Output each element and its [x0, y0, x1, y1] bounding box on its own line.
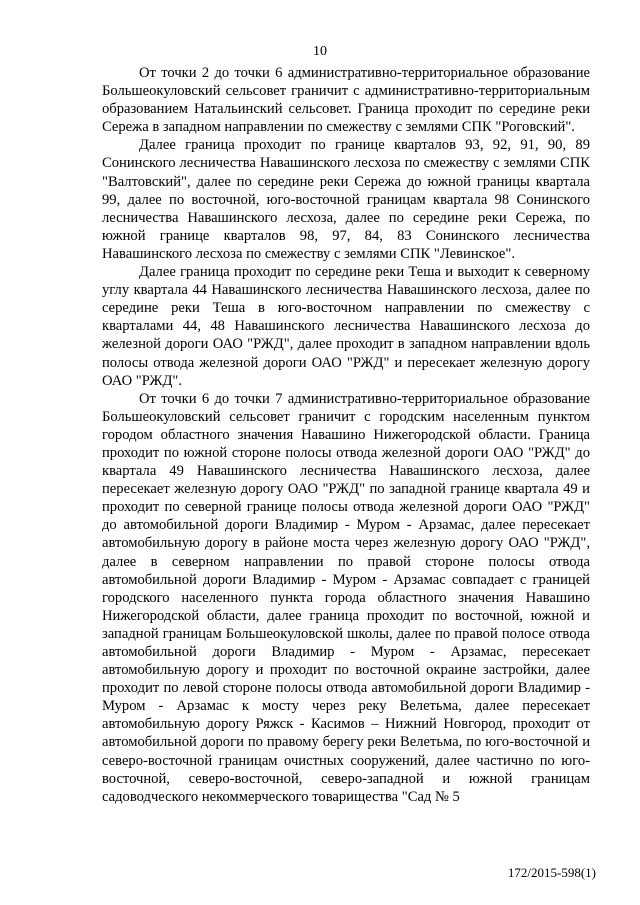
paragraph-3: Далее граница проходит по середине реки Теша и выходит к северному углу квартала 44 Навашинского лесничества Навашинского лесхоза, далее по середине реки Теша в юго-восточном направлении по смежеству с кварталами 44, 48 Навашинского лесничества Навашинского лесхоза до железной дороги ОАО "РЖД", далее проходит в западном направлении вдоль полосы отвода железной дороги ОАО "РЖД" и пересекает железную дорогу ОАО "РЖД".	[102, 264, 590, 389]
document-body	[102, 64, 590, 806]
paragraph-4: От точки 6 до точки 7 административно-территориальное образование Большеокуловский сельсовет граничит с городским населенным пунктом городом областного значения Навашино Нижегородской области. Граница проходит по южной стороне полосы отвода железной дороги ОАО "РЖД" до квартала 49 Навашинского лесничества Навашинского лесхоза, далее пересекает железную дорогу ОАО "РЖД" по западной границе квартала 49 и проходит по северной границе полосы отвода железной дороги ОАО "РЖД" до автомобильной дороги Владимир - Муром - Арзамас, далее пересекает автомобильную дорогу в районе моста через железную дорогу ОАО "РЖД", далее в северном направлении по правой стороне полосы отвода автомобильной дороги Владимир - Муром - Арзамас совпадает с границей городского населенного пункта города областного значения Навашино Нижегородской области, далее граница проходит по восточной, южной и западной границам Большеокуловской школы, далее по правой полосе отвода автомобильной дороги Владимир - Муром - Арзамас, пересекает автомобильную дорогу и проходит по восточной окраине застройки, далее проходит по левой стороне полосы отвода автомобильной дороги Владимир - Муром - Арзамас к мосту через реку Велетьма, далее пересекает автомобильную дорогу Ряжск - Касимов – Нижний Новгород, проходит от автомобильной дороги по правому берегу реки Велетьма, по юго-восточной и северо-восточной границам очистных сооружений, далее частично по юго-восточной, северо-восточной, северо-западной и южной границам садоводческого некоммерческого товарищества "Сад № 5	[102, 390, 590, 805]
paragraph-1: От точки 2 до точки 6 административно-территориальное образование Большеокуловский сельсовет граничит с административно-территориальным образованием Натальинский сельсовет. Граница проходит по середине реки Сережа в западном направлении по смежеству с землями СПК "Роговский".	[102, 65, 590, 136]
page-number: 10	[313, 44, 327, 59]
document-code: 172/2015-598(1)	[507, 865, 596, 880]
paragraph-2: Далее граница проходит по границе кварталов 93, 92, 91, 90, 89 Сонинского лесничества Навашинского лесхоза по смежеству с землями СПК "Валтовский", далее по середине реки Сережа до южной границы квартала 99, далее по восточной, юго-восточной границам квартала 98 Сонинского лесничества Навашинского лесхоза, далее по середине реки Сережа, по южной границе кварталов 98, 97, 84, 83 Сонинского лесничества Навашинского лесхоза по смежеству с землями СПК "Левинское".	[102, 137, 590, 262]
